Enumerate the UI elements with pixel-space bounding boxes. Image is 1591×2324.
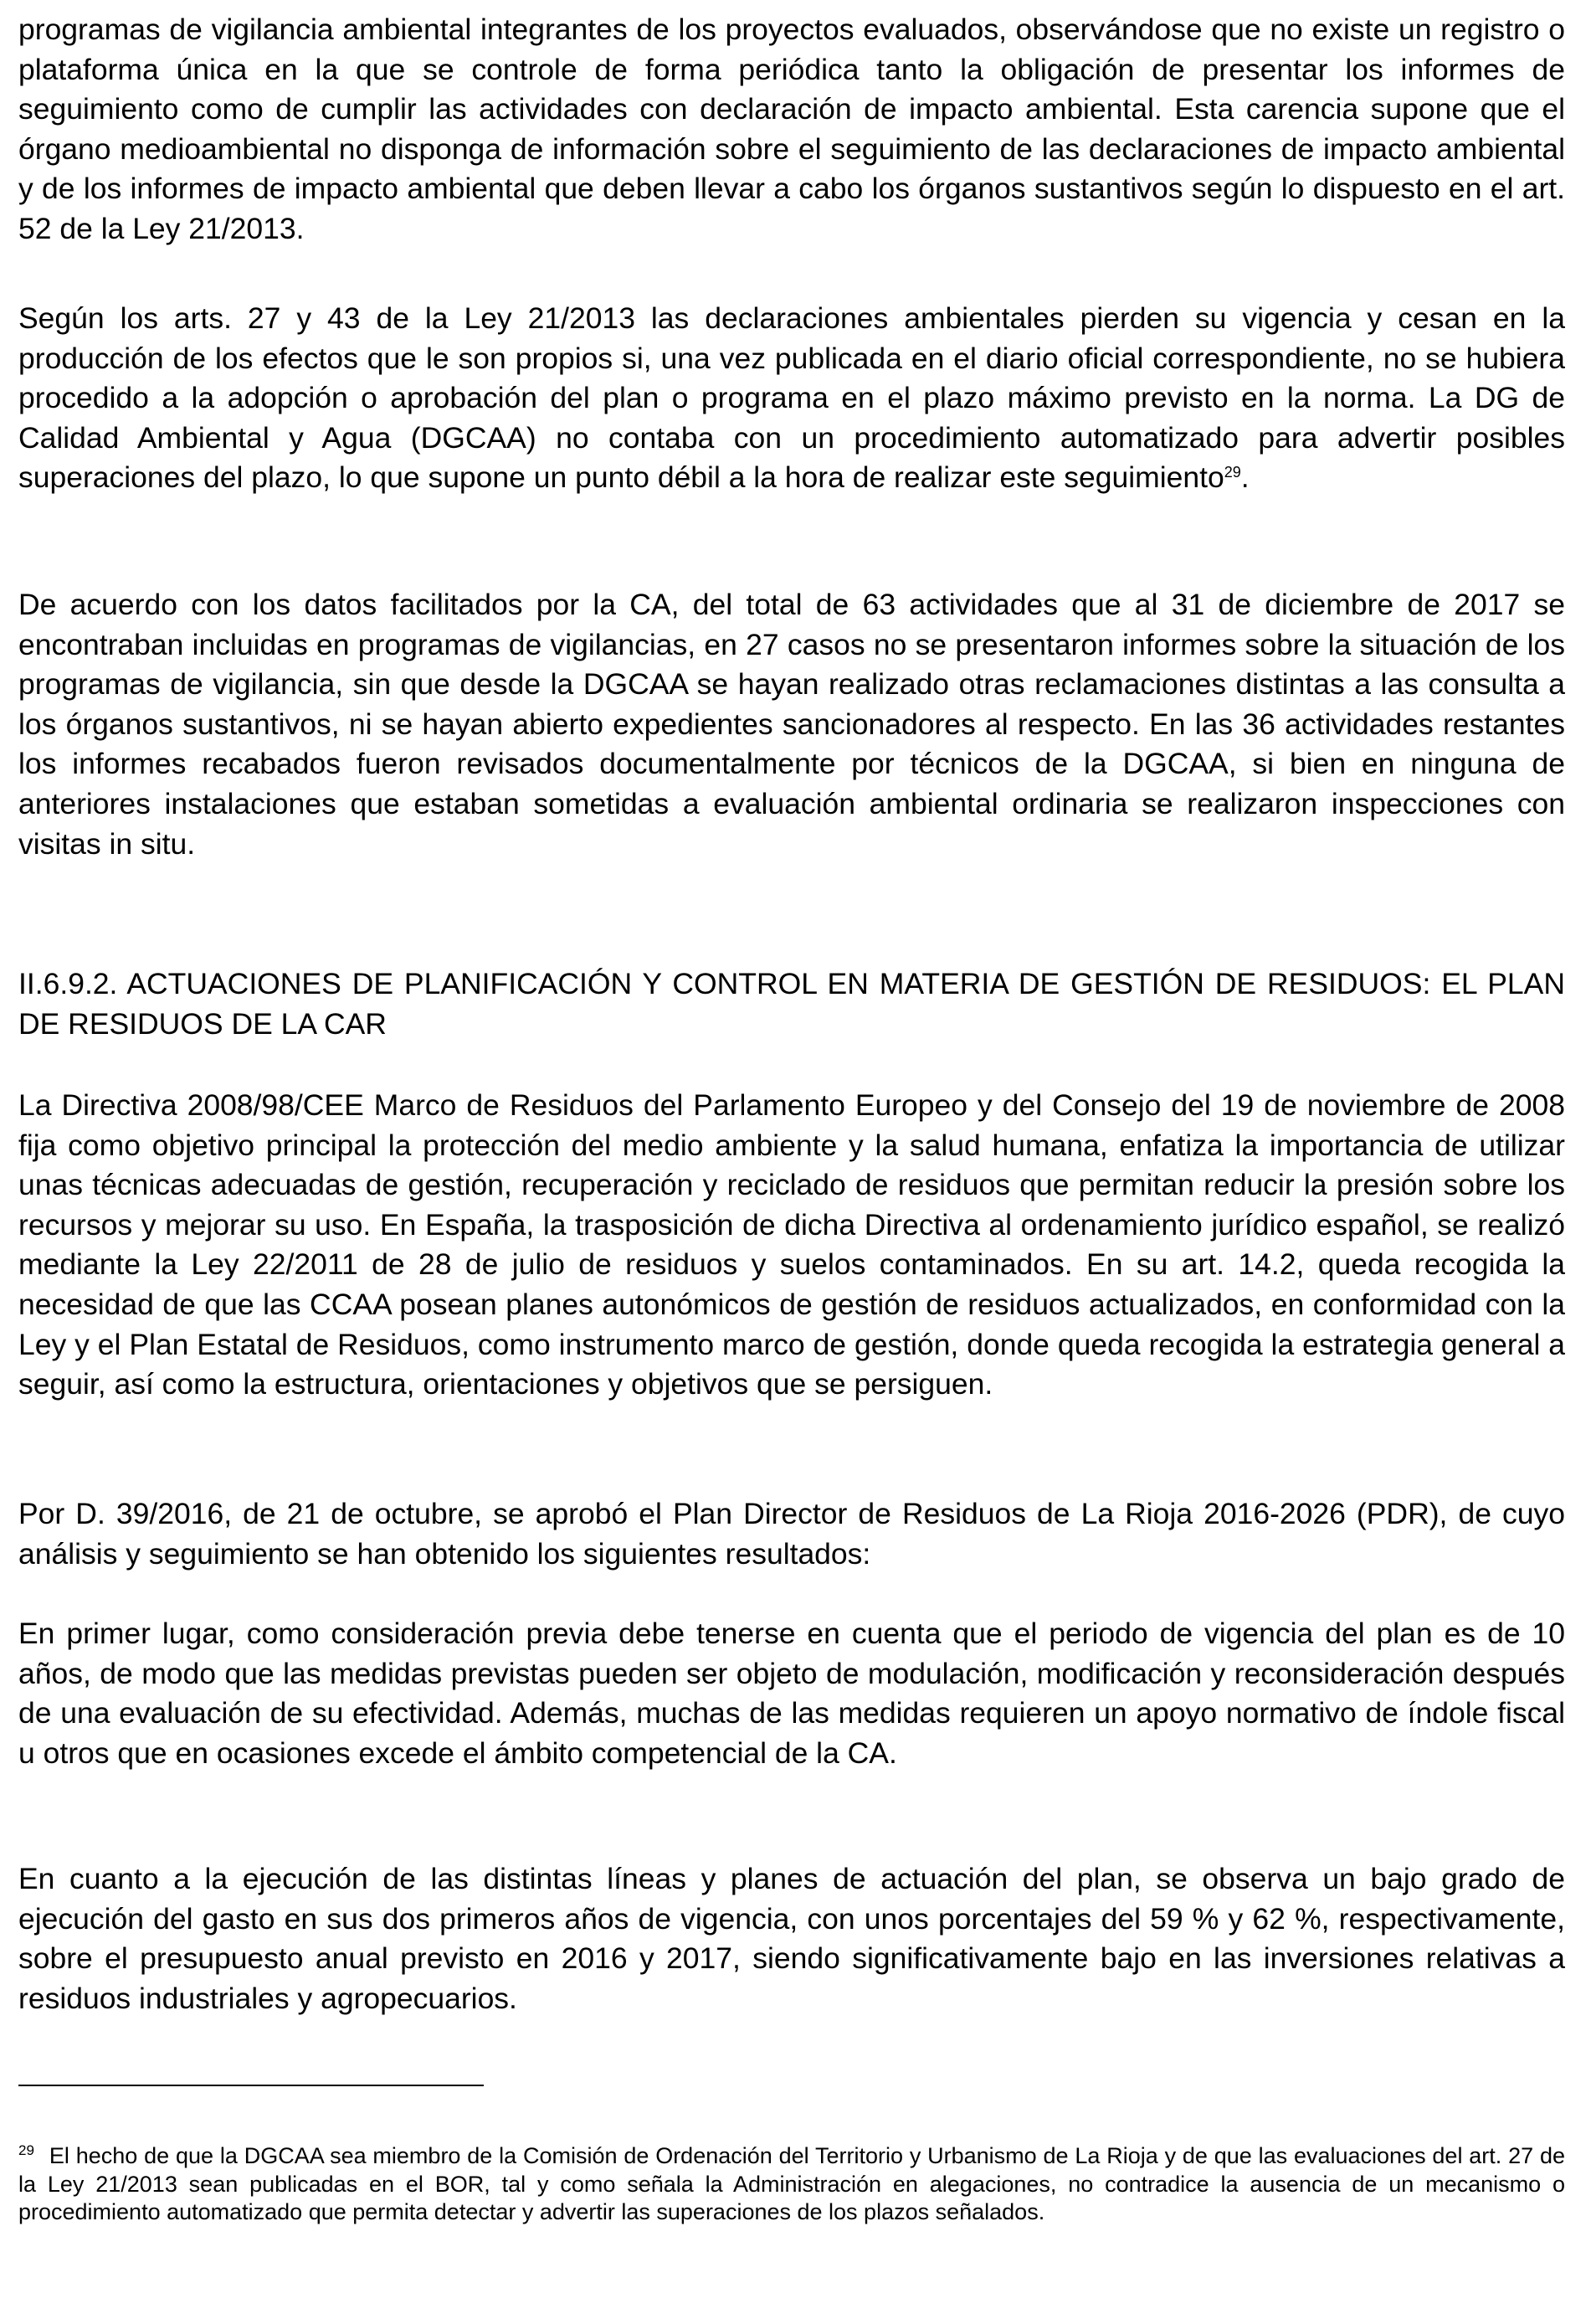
document-page — [18, 0, 1565, 2324]
paragraph-execution: En cuanto a la ejecución de las distintas líneas y planes de actuación del plan, se observa un bajo grado de ejecución del gasto en sus dos primeros años de vigencia, con unos porcentajes del 59 % y 62 %, respectivamente, sobre el presupuesto anual previsto en 2016 y 2017, siendo significativamente bajo en las inversiones relativas a residuos industriales y agropecuarios. — [18, 1862, 1565, 2015]
footnote — [18, 2142, 1565, 2227]
paragraph-preliminary-consideration: En primer lugar, como consideración previa debe tenerse en cuenta que el periodo de vigencia del plan es de 10 años, de modo que las medidas previstas pueden ser objeto de modulación, modificación y reconsideración después de una evaluación de su efectividad. Además, muchas de las medidas requieren un apoyo normativo de índole fiscal u otros que en ocasiones excede el ámbito competencial de la CA. — [18, 1617, 1565, 1770]
paragraph-validity-text: Según los arts. 27 y 43 de la Ley 21/2013 las declaraciones ambientales pierden su vigencia y cesan en la producción de los efectos que le son propios si, una vez publicada en el diario oficial correspondiente, no se hubiera procedido a la adopción o aprobación del plan o programa en el plazo máximo previsto en la norma. La DG de Calidad Ambiental y Agua (DGCAA) no contaba con un procedimiento automatizado para advertir posibles superaciones del plazo, lo que supone un punto débil a la hora de realizar este seguimiento — [18, 301, 1565, 495]
paragraph-activities-data: De acuerdo con los datos facilitados por la CA, del total de 63 actividades que al 31 de diciembre de 2017 se encontraban incluidas en programas de vigilancias, en 27 casos no se presentaron informes sobre la situación de los programas de vigilancia, sin que desde la DGCAA se hayan realizado otras reclamaciones distintas a las consulta a los órganos sustantivos, ni se hayan abierto expedientes sancionadores al respecto. En las 36 actividades restantes los informes recabados fueron revisados documentalmente por técnicos de la DGCAA, si bien en ninguna de anteriores instalaciones que estaban sometidas a evaluación ambiental ordinaria se realizaron inspecciones con visitas in situ. — [18, 588, 1565, 861]
footnote-number: 29 — [18, 2142, 34, 2158]
paragraph-validity-end: . — [1240, 460, 1250, 495]
paragraph-validity-declarations — [18, 299, 1565, 498]
paragraph-waste-directive: La Directiva 2008/98/CEE Marco de Residuos del Parlamento Europeo y del Consejo del 19 de noviembre de 2008 fija como objetivo principal la protección del medio ambiente y la salud humana, enfatiza la importancia de utilizar unas técnicas adecuadas de gestión, recuperación y reciclado de residuos que permitan reducir la presión sobre los recursos y mejorar su uso. En España, la trasposición de dicha Directiva al ordenamiento jurídico español, se realizó mediante la Ley 22/2011 de 28 de julio de residuos y suelos contaminados. En su art. 14.2, queda recogida la necesidad de que las CCAA posean planes autonómicos de gestión de residuos actualizados, en conformidad con la Ley y el Plan Estatal de Residuos, como instrumento marco de gestión, donde queda recogida la estrategia general a seguir, así como la estructura, orientaciones y objetivos que se persiguen. — [18, 1088, 1565, 1401]
footnote-separator — [18, 2085, 484, 2086]
paragraph-decree: Por D. 39/2016, de 21 de octubre, se aprobó el Plan Director de Residuos de La Rioja 2016-2026 (PDR), de cuyo análisis y seguimiento se han obtenido los siguientes resultados: — [18, 1497, 1565, 1571]
footnote-reference[interactable]: 29 — [1224, 464, 1241, 481]
footnote-text: El hecho de que la DGCAA sea miembro de la Comisión de Ordenación del Territorio y Urbanismo de La Rioja y de que las evaluaciones del art. 27 de la Ley 21/2013 sean publicadas en el BOR, tal y como señala la Administración en alegaciones, no contradice la ausencia de un mecanismo o procedimiento automatizado que permita detectar y advertir las superaciones de los plazos señalados. — [18, 2143, 1565, 2225]
section-heading: II.6.9.2. ACTUACIONES DE PLANIFICACIÓN Y CONTROL EN MATERIA DE GESTIÓN DE RESIDUOS: EL PLAN DE RESIDUOS DE LA CAR — [18, 967, 1565, 1041]
paragraph-monitoring-programs: programas de vigilancia ambiental integrantes de los proyectos evaluados, observándose que no existe un registro o plataforma única en la que se controle de forma periódica tanto la obligación de presentar los informes de seguimiento como de cumplir las actividades con declaración de impacto ambiental. Esta carencia supone que el órgano medioambiental no disponga de información sobre el seguimiento de las declaraciones de impacto ambiental y de los informes de impacto ambiental que deben llevar a cabo los órganos sustantivos según lo dispuesto en el art. 52 de la Ley 21/2013. — [18, 13, 1565, 245]
